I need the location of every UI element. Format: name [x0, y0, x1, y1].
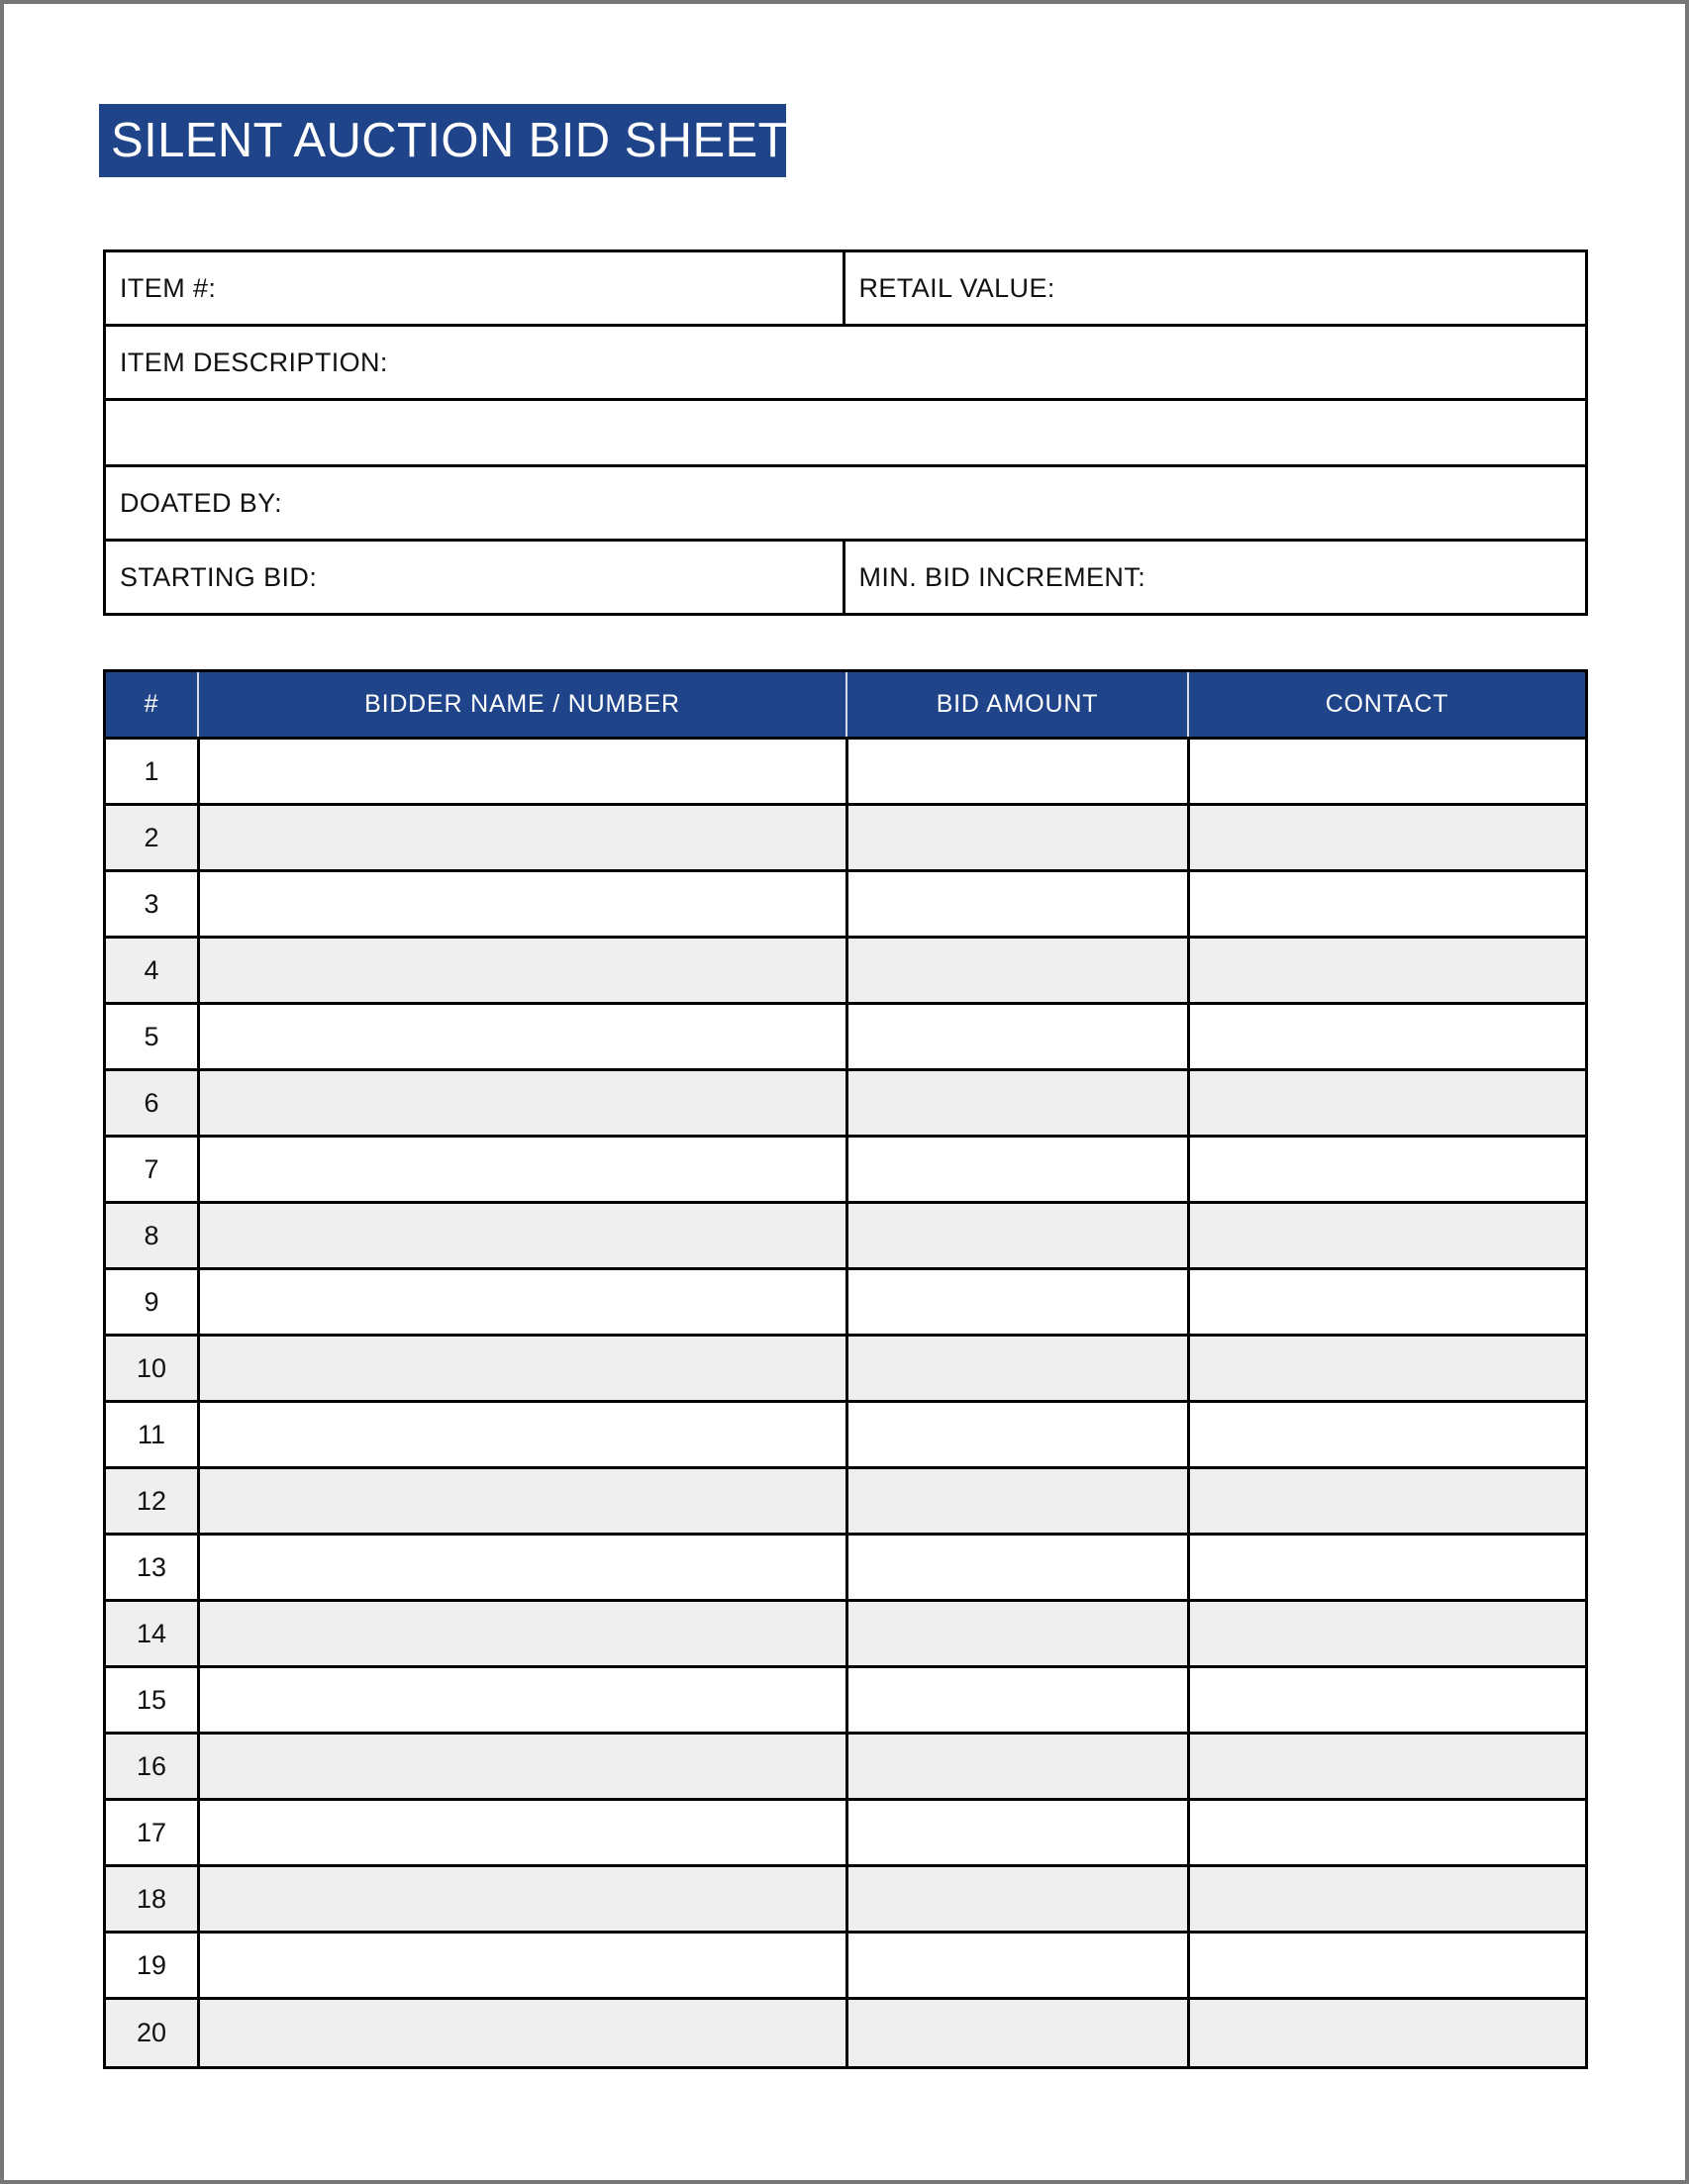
bid-row-number: 5: [144, 1021, 159, 1051]
bid-row-contact-cell[interactable]: [1187, 1801, 1585, 1864]
bid-row-number: 7: [144, 1153, 159, 1184]
bid-row-number: 2: [144, 822, 159, 852]
bid-row-bidder-cell[interactable]: [197, 1602, 845, 1665]
bid-row-number: 3: [144, 888, 159, 919]
bid-row-contact-cell[interactable]: [1187, 872, 1585, 936]
retail-value-label: RETAIL VALUE:: [858, 272, 1055, 303]
bid-row-amount-cell[interactable]: [845, 1934, 1187, 1997]
table-row: [106, 806, 1585, 872]
table-row: [106, 872, 1585, 939]
table-row: [106, 1204, 1585, 1270]
info-row-item-description-continuation: [106, 401, 1585, 467]
bid-row-contact-cell[interactable]: [1187, 1668, 1585, 1732]
bid-row-amount-cell[interactable]: [845, 872, 1187, 936]
bid-row-bidder-cell[interactable]: [197, 1138, 845, 1201]
bid-row-number: 14: [136, 1618, 167, 1648]
table-row: [106, 1337, 1585, 1403]
bid-row-bidder-cell[interactable]: [197, 1867, 845, 1931]
item-description-label: ITEM DESCRIPTION:: [120, 347, 388, 377]
item-number-field[interactable]: [106, 252, 845, 324]
bid-row-number: 9: [144, 1286, 159, 1317]
starting-bid-label: STARTING BID:: [120, 561, 318, 592]
bid-row-number: 15: [136, 1684, 167, 1715]
column-header-bidder: [197, 672, 845, 737]
bid-row-bidder-cell[interactable]: [197, 1536, 845, 1599]
table-row: [106, 1071, 1585, 1138]
bid-row-bidder-cell[interactable]: [197, 1801, 845, 1864]
bid-row-amount-cell[interactable]: [845, 1403, 1187, 1466]
bid-row-amount-cell[interactable]: [845, 806, 1187, 869]
column-header-number: [106, 672, 197, 737]
bid-row-amount-cell[interactable]: [845, 2000, 1187, 2066]
table-row: [106, 1668, 1585, 1735]
info-row-starting-bid: [106, 542, 1585, 613]
bid-row-bidder-cell[interactable]: [197, 1403, 845, 1466]
bid-row-number: 6: [144, 1087, 159, 1118]
bid-row-amount-cell[interactable]: [845, 1337, 1187, 1400]
item-number-label: ITEM #:: [120, 272, 217, 303]
bid-row-amount-cell[interactable]: [845, 1801, 1187, 1864]
bid-row-contact-cell[interactable]: [1187, 1204, 1585, 1267]
table-row: [106, 939, 1585, 1005]
item-info-form: [103, 249, 1588, 616]
table-row: [106, 1403, 1585, 1469]
column-header-bid-amount: [845, 672, 1187, 737]
bid-row-bidder-cell[interactable]: [197, 1337, 845, 1400]
table-row: [106, 1602, 1585, 1668]
table-row: [106, 1934, 1585, 2000]
bid-row-amount-cell[interactable]: [845, 1138, 1187, 1201]
bid-row-amount-cell[interactable]: [845, 1536, 1187, 1599]
bid-table-header-row: [106, 672, 1585, 740]
retail-value-field[interactable]: [845, 252, 1586, 324]
bid-row-amount-cell[interactable]: [845, 1602, 1187, 1665]
bid-row-bidder-cell[interactable]: [197, 872, 845, 936]
bid-row-bidder-cell[interactable]: [197, 1204, 845, 1267]
bid-row-contact-cell[interactable]: [1187, 1403, 1585, 1466]
bid-row-contact-cell[interactable]: [1187, 1867, 1585, 1931]
table-row: [106, 1270, 1585, 1337]
table-row: [106, 1138, 1585, 1204]
bid-row-amount-cell[interactable]: [845, 1469, 1187, 1533]
table-row: [106, 1801, 1585, 1867]
bid-row-bidder-cell[interactable]: [197, 740, 845, 803]
bid-row-bidder-cell[interactable]: [197, 2000, 845, 2066]
table-row: [106, 1005, 1585, 1071]
bid-row-contact-cell[interactable]: [1187, 1536, 1585, 1599]
bid-table-body: [106, 740, 1585, 2066]
table-row: [106, 2000, 1585, 2066]
bid-row-number: 18: [136, 1883, 167, 1914]
info-row-donated-by: [106, 467, 1585, 542]
bid-row-amount-cell[interactable]: [845, 1668, 1187, 1732]
bid-row-contact-cell[interactable]: [1187, 1602, 1585, 1665]
bid-row-contact-cell[interactable]: [1187, 1270, 1585, 1334]
bid-row-bidder-cell[interactable]: [197, 806, 845, 869]
donated-by-field[interactable]: [106, 467, 1585, 539]
bid-row-contact-cell[interactable]: [1187, 740, 1585, 803]
bid-row-number: 4: [144, 954, 159, 985]
bid-row-amount-cell[interactable]: [845, 1270, 1187, 1334]
bid-row-bidder-cell[interactable]: [197, 1668, 845, 1732]
bid-row-number: 11: [137, 1419, 166, 1449]
bid-row-contact-cell[interactable]: [1187, 1005, 1585, 1068]
bid-row-contact-cell[interactable]: [1187, 1071, 1585, 1135]
column-header-contact: [1187, 672, 1585, 737]
bid-row-contact-cell[interactable]: [1187, 2000, 1585, 2066]
bid-row-number: 16: [136, 1750, 167, 1781]
bid-row-number: 8: [144, 1220, 159, 1250]
page-title: SILENT AUCTION BID SHEET: [111, 113, 788, 167]
info-row-item-description: [106, 327, 1585, 401]
bid-row-number: 10: [136, 1352, 167, 1383]
item-description-field[interactable]: [106, 327, 1585, 398]
item-description-continuation-field[interactable]: [106, 401, 1585, 464]
bid-row-amount-cell[interactable]: [845, 939, 1187, 1002]
table-row: [106, 1469, 1585, 1536]
bid-row-contact-cell[interactable]: [1187, 939, 1585, 1002]
bid-table: [103, 669, 1588, 2069]
bid-row-amount-cell[interactable]: [845, 1735, 1187, 1798]
starting-bid-field[interactable]: [106, 542, 845, 613]
bid-row-bidder-cell[interactable]: [197, 1270, 845, 1334]
column-header-contact-label: CONTACT: [1325, 690, 1449, 718]
donated-by-label: DOATED BY:: [120, 487, 283, 518]
bid-row-number: 17: [136, 1817, 167, 1847]
bid-row-number: 12: [136, 1485, 167, 1516]
bid-row-amount-cell[interactable]: [845, 1867, 1187, 1931]
table-row: [106, 1735, 1585, 1801]
bid-row-contact-cell[interactable]: [1187, 806, 1585, 869]
bid-row-number: 13: [136, 1551, 167, 1582]
info-row-item-number: [106, 252, 1585, 327]
table-row: [106, 740, 1585, 806]
bid-row-number: 19: [136, 1949, 167, 1980]
column-header-bid-amount-label: BID AMOUNT: [936, 690, 1099, 718]
bid-row-bidder-cell[interactable]: [197, 1469, 845, 1533]
min-bid-increment-field[interactable]: [845, 542, 1586, 613]
bid-row-contact-cell[interactable]: [1187, 1138, 1585, 1201]
column-header-bidder-label: BIDDER NAME / NUMBER: [364, 690, 680, 718]
bid-row-bidder-cell[interactable]: [197, 1735, 845, 1798]
table-row: [106, 1536, 1585, 1602]
bid-row-contact-cell[interactable]: [1187, 1934, 1585, 1997]
column-header-number-label: #: [144, 690, 159, 718]
min-bid-increment-label: MIN. BID INCREMENT:: [858, 561, 1146, 592]
table-row: [106, 1867, 1585, 1934]
bid-row-bidder-cell[interactable]: [197, 1071, 845, 1135]
bid-row-contact-cell[interactable]: [1187, 1469, 1585, 1533]
bid-row-bidder-cell[interactable]: [197, 939, 845, 1002]
bid-row-amount-cell[interactable]: [845, 1204, 1187, 1267]
bid-row-bidder-cell[interactable]: [197, 1934, 845, 1997]
bid-row-bidder-cell[interactable]: [197, 1005, 845, 1068]
bid-row-amount-cell[interactable]: [845, 740, 1187, 803]
bid-row-contact-cell[interactable]: [1187, 1735, 1585, 1798]
bid-row-amount-cell[interactable]: [845, 1005, 1187, 1068]
bid-row-number: 20: [136, 2018, 167, 2047]
bid-row-amount-cell[interactable]: [845, 1071, 1187, 1135]
bid-row-number: 1: [144, 755, 159, 786]
page-title-banner: [99, 104, 786, 177]
bid-row-contact-cell[interactable]: [1187, 1337, 1585, 1400]
